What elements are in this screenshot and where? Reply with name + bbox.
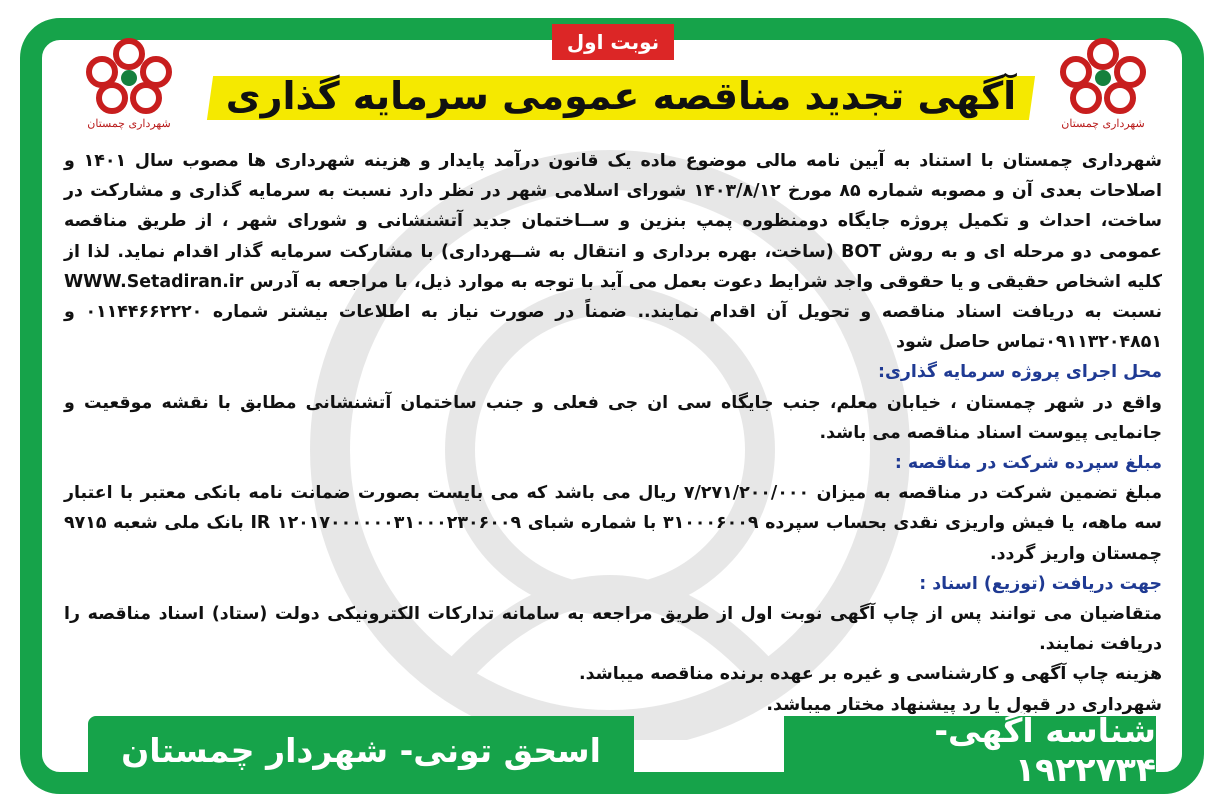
intro-paragraph: شهرداری چمستان با استناد به آیین نامه مالی موضوع ماده یک قانون درآمد پایدار و هزینه شهرداری ها مصوب سال ۱۴۰۱ و اصلاحات بعدی آن و مصوبه شماره ۸۵ مورخ ۱۴۰۳/۸/۱۲ شورای اسلامی شهر در نظر دارد نسبت به سرمایه گذاری و مشارکت در ساخت، احداث و تکمیل پروژه جایگاه دومنظوره پمپ بنزین و ســاختمان جدید آتشنشانی و شورای شهر ، از طریق مناقصه عمومی دو مرحله ای و به روش BOT (ساخت، بهره برداری و انتقال به شــهرداری) با مشارکت سرمایه گذار اقدام نماید. لذا از کلیه اشخاص حقیقی و یا حقوقی واجد شرایط دعوت بعمل می آید با توجه به موارد ذیل، با مراجعه به آدرس WWW.Setadiran.ir نسبت به دریافت اسناد مناقصه و تحویل آن اقدام نمایند.. ضمناً در صورت نیاز به اطلاعات بیشتر شماره ۰۱۱۴۴۶۶۲۲۲۰ و ۰۹۱۱۳۲۰۴۸۵۱تماس حاصل شود bbox=[64, 151, 1163, 353]
deposit-paragraph: مبلغ تضمین شرکت در مناقصه به میزان ۷/۲۷۱/۲۰۰/۰۰۰ ریال می باشد که می بایست بصورت ضمانت نامه بانکی معتبر با اعتبار سه ماهه، یا فیش واریزی نقدی بحساب سپرده ۳۱۰۰۰۶۰۰۹ با شماره شبای IR ۱۲۰۱۷۰۰۰۰۰۰۳۱۰۰۰۲۳۰۶۰۰۹ بانک ملی شعبه ۹۷۱۵ چمستان واریز گردد. bbox=[64, 483, 1162, 564]
announcement-body bbox=[64, 146, 1162, 720]
page-title: آگهی تجدید مناقصه عمومی سرمایه گذاری bbox=[225, 74, 1017, 118]
municipality-logo-left bbox=[74, 36, 184, 132]
deposit-heading: مبلغ سپرده شرکت در مناقصه : bbox=[894, 453, 1162, 474]
municipality-logo-right bbox=[1048, 36, 1158, 132]
location-paragraph: واقع در شهر چمستان ، خیابان معلم، جنب جایگاه سی ان جی فعلی و جنب ساختمان آتشنشانی مطابق با نقشه موقعیت و جانمایی پیوست اسناد مناقصه می باشد. bbox=[64, 392, 1162, 443]
docs-paragraph-3: شهرداری در قبول یا رد پیشنهاد مختار میباشد. bbox=[766, 694, 1162, 715]
location-heading: محل اجرای پروژه سرمایه گذاری: bbox=[877, 362, 1162, 383]
docs-paragraph-1: متقاضیان می توانند پس از چاپ آگهی نوبت اول از طریق مراجعه به سامانه تدارکات الکترونیکی دولت (ستاد) اسناد مناقصه را دریافت نمایند. bbox=[64, 604, 1162, 655]
ad-id-box: شناسه آگهی- ۱۹۲۲۷۳۴ bbox=[784, 716, 1156, 784]
round-badge: نوبت اول bbox=[552, 24, 674, 60]
logo-caption: شهرداری چمستان bbox=[87, 117, 171, 130]
mayor-signature-box: اسحق تونی- شهردار چمستان bbox=[88, 716, 634, 784]
docs-heading: جهت دریافت (توزیع) اسناد : bbox=[919, 573, 1162, 594]
docs-paragraph-2: هزینه چاپ آگهی و کارشناسی و غیره بر عهده برنده مناقصه میباشد. bbox=[578, 664, 1162, 685]
title-banner bbox=[200, 68, 1042, 124]
logo-caption: شهرداری چمستان bbox=[1061, 117, 1145, 130]
